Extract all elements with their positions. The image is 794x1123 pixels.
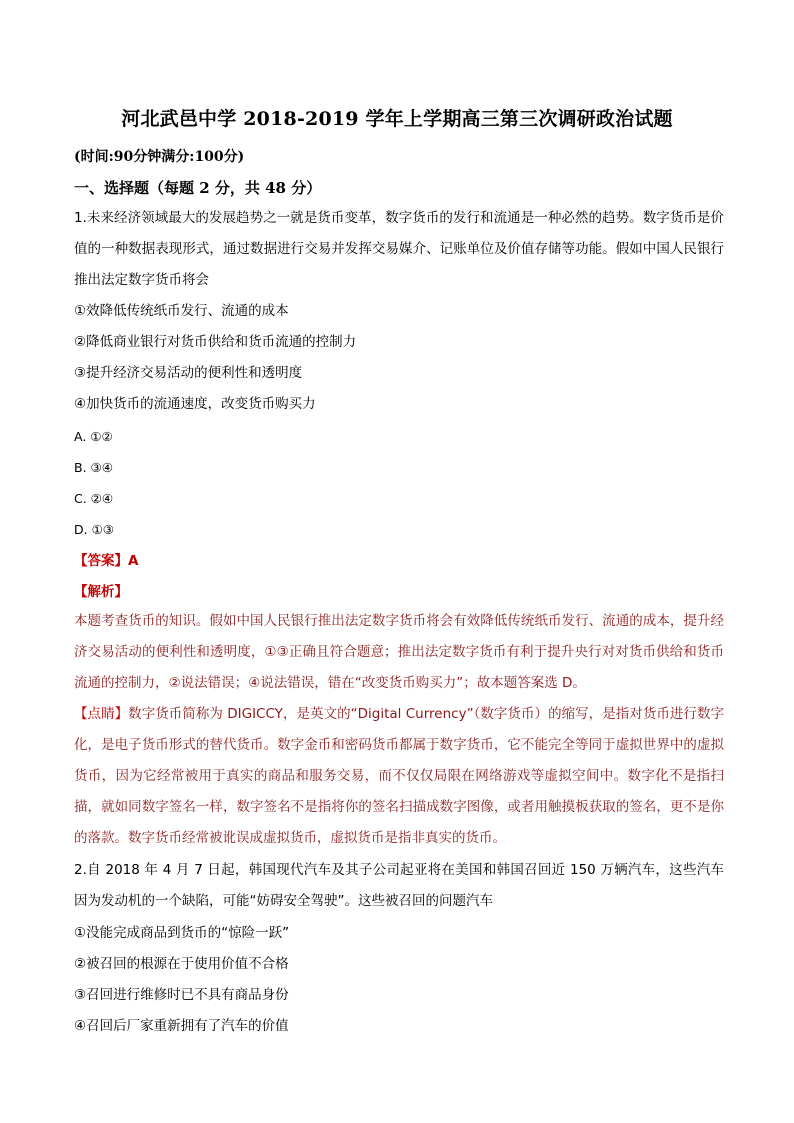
- question-1-option-d: D. ①③: [74, 522, 114, 537]
- question-2-item-2: ②被召回的根源在于使用价值不合格: [74, 956, 289, 972]
- question-1-option-a: A. ①②: [74, 429, 113, 444]
- question-1-analysis-label: 【解析】: [74, 584, 128, 600]
- question-1-item-3: ③提升经济交易活动的便利性和透明度: [74, 365, 303, 381]
- time-info: (时间:90分钟满分:100分): [74, 149, 245, 165]
- question-2-item-1: ①没能完成商品到货币的“惊险一跃”: [74, 925, 290, 941]
- section-heading: 一、选择题（每题 2 分，共 48 分）: [74, 179, 322, 197]
- question-2-stem: 2.自 2018 年 4 月 7 日起，韩国现代汽车及其子公司起亚将在美国和韩国召回近 150 万辆汽车，这些汽车因为发动机的一个缺陷，可能“妨碍安全驾驶”。这些被召回的问题汽车: [74, 862, 724, 909]
- question-1-item-1: ①效降低传统纸币发行、流通的成本: [74, 303, 289, 319]
- question-1-item-4: ④加快货币的流通速度，改变货币购买力: [74, 396, 316, 412]
- question-1-answer: 【答案】A: [74, 553, 139, 569]
- question-1-option-b: B. ③④: [74, 460, 113, 475]
- exam-title: 河北武邑中学 2018-2019 学年上学期高三第三次调研政治试题: [121, 108, 673, 130]
- question-1-analysis: 本题考查货币的知识。假如中国人民银行推出法定数字货币将会有效降低传统纸币发行、流通的成本，提升经济交易活动的便利性和透明度，①③正确且符合题意；推出法定数字货币有利于提升央行对对货币供给和货币流通的控制力，②说法错误；④说法错误，错在“改变货币购买力”；故本题答案选 D。: [74, 613, 724, 691]
- question-1-tip: [74, 699, 724, 854]
- question-1-item-2: ②降低商业银行对货币供给和货币流通的控制力: [74, 334, 357, 350]
- question-1-tip-text: 数字货币简称为 DIGICCY，是英文的“Digital Currency”（数字货币）的缩写，是指对货币进行数字化，是电子货币形式的替代货币。数字金币和密码货币都属于数字货币，它不能完全等同于虚拟世界中的虚拟货币，因为它经常被用于真实的商品和服务交易，而不仅仅局限在网络游戏等虚拟空间中。数字化不是指扫描，就如同数字签名一样，数字签名不是指将你的签名扫描成数字图像，或者用触摸板获取的签名，更不是你的落款。数字货币经常被讹误成虚拟货币，虚拟货币是指非真实的货币。: [74, 706, 725, 846]
- question-1-stem: 1.未来经济领域最大的发展趋势之一就是货币变革，数字货币的发行和流通是一种必然的趋势。数字货币是价值的一种数据表现形式，通过数据进行交易并发挥交易媒介、记账单位及价值存储等功能。假如中国人民银行推出法定数字货币将会: [74, 210, 724, 288]
- question-2-item-4: ④召回后厂家重新拥有了汽车的价值: [74, 1018, 289, 1034]
- question-1-option-c: C. ②④: [74, 491, 114, 506]
- question-2-item-3: ③召回进行维修时已不具有商品身份: [74, 987, 289, 1003]
- question-1-tip-label: 【点睛】: [74, 706, 129, 722]
